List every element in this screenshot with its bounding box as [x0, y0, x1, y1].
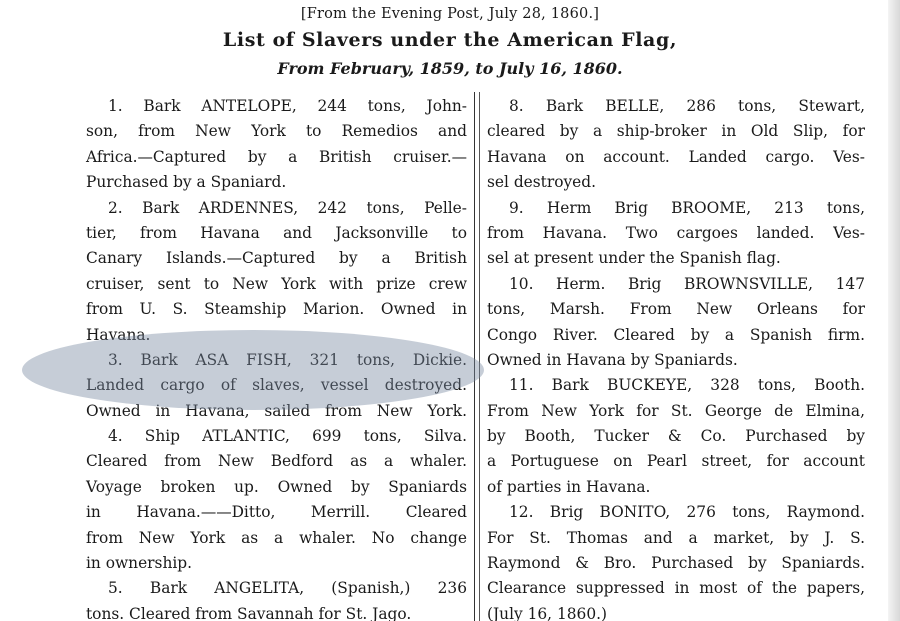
entry-line: sel at present under the Spanish flag. [487, 249, 781, 268]
entry-first-line: 2. Bark ARDENNES, 242 tons, Pelle- [108, 198, 467, 217]
entry-line: Havana. [86, 325, 151, 344]
entry-line: tons. Cleared from Savannah for St. Jago. [86, 604, 412, 621]
entry-line: Voyage broken up. Owned by Spaniards [86, 477, 467, 496]
entry-line: Africa.—Captured by a British cruiser.— [86, 147, 467, 166]
entry-line: From New York for St. George de Elmina, [487, 401, 865, 420]
entry-first-line: 5. Bark ANGELITA, (Spanish,) 236 [108, 579, 467, 598]
entry-line: Raymond & Bro. Purchased by Spaniards. [487, 554, 865, 573]
entry-first-line: 4. Ship ATLANTIC, 699 tons, Silva. [108, 427, 467, 446]
left-column [86, 94, 467, 621]
entry-first-line: 10. Herm. Brig BROWNSVILLE, 147 [509, 274, 865, 293]
entry-line: a Portuguese on Pearl street, for account [487, 452, 865, 471]
right-column [487, 94, 865, 621]
entry-first-line: 1. Bark ANTELOPE, 244 tons, John- [108, 97, 467, 115]
entry-line: Cleared from New Bedford as a whaler. [86, 452, 467, 471]
entry-line: Clearance suppressed in most of the papers, [487, 579, 865, 598]
column-divider-inner [479, 92, 480, 621]
entry-line: For St. Thomas and a market, by J. S. [487, 528, 865, 547]
entry-line: tons, Marsh. From New Orleans for [487, 300, 865, 319]
entry-line: Owned in Havana by Spaniards. [487, 350, 738, 369]
page-title: List of Slavers under the American Flag, [222, 29, 678, 51]
entry-line: (July 16, 1860.) [487, 604, 608, 621]
entry-line: Landed cargo of slaves, vessel destroyed. [86, 376, 467, 395]
entry-line: Congo River. Cleared by a Spanish firm. [487, 325, 865, 344]
entry-first-line: 3. Bark ASA FISH, 321 tons, Dickie. [108, 350, 467, 369]
entry-line: cruiser, sent to New York with prize crew [86, 274, 467, 293]
entry-first-line: 8. Bark BELLE, 286 tons, Stewart, [509, 97, 865, 115]
entry-line: in Havana.——Ditto, Merrill. Cleared [86, 503, 467, 522]
entry-first-line: 9. Herm Brig BROOME, 213 tons, [509, 198, 865, 217]
entry-line: Owned in Havana, sailed from New York. [86, 401, 467, 420]
source-line: [From the Evening Post, July 28, 1860.] [300, 6, 600, 22]
entry-line: by Booth, Tucker & Co. Purchased by [487, 427, 865, 446]
entry-line: Purchased by a Spaniard. [86, 173, 287, 192]
entry-line: tier, from Havana and Jacksonville to [86, 223, 467, 242]
entry-line: cleared by a ship-broker in Old Slip, for [487, 122, 865, 141]
page-edge-shadow [888, 0, 900, 621]
entry-line: Canary Islands.—Captured by a British [86, 249, 467, 268]
entry-line: son, from New York to Remedios and [86, 122, 467, 141]
entry-line: Havana on account. Landed cargo. Ves- [487, 147, 865, 166]
entry-line: of parties in Havana. [487, 477, 651, 496]
entry-line: from New York as a whaler. No change [86, 528, 467, 547]
entry-first-line: 11. Bark BUCKEYE, 328 tons, Booth. [509, 376, 865, 395]
dateline: From February, 1859, to July 16, 1860. [277, 59, 623, 78]
entry-first-line: 12. Brig BONITO, 276 tons, Raymond. [509, 503, 865, 522]
entry-line: in ownership. [86, 554, 193, 573]
entry-line: sel destroyed. [487, 173, 597, 192]
entry-line: from Havana. Two cargoes landed. Ves- [487, 223, 865, 242]
entry-line: from U. S. Steamship Marion. Owned in [86, 300, 467, 319]
column-divider [474, 92, 475, 621]
